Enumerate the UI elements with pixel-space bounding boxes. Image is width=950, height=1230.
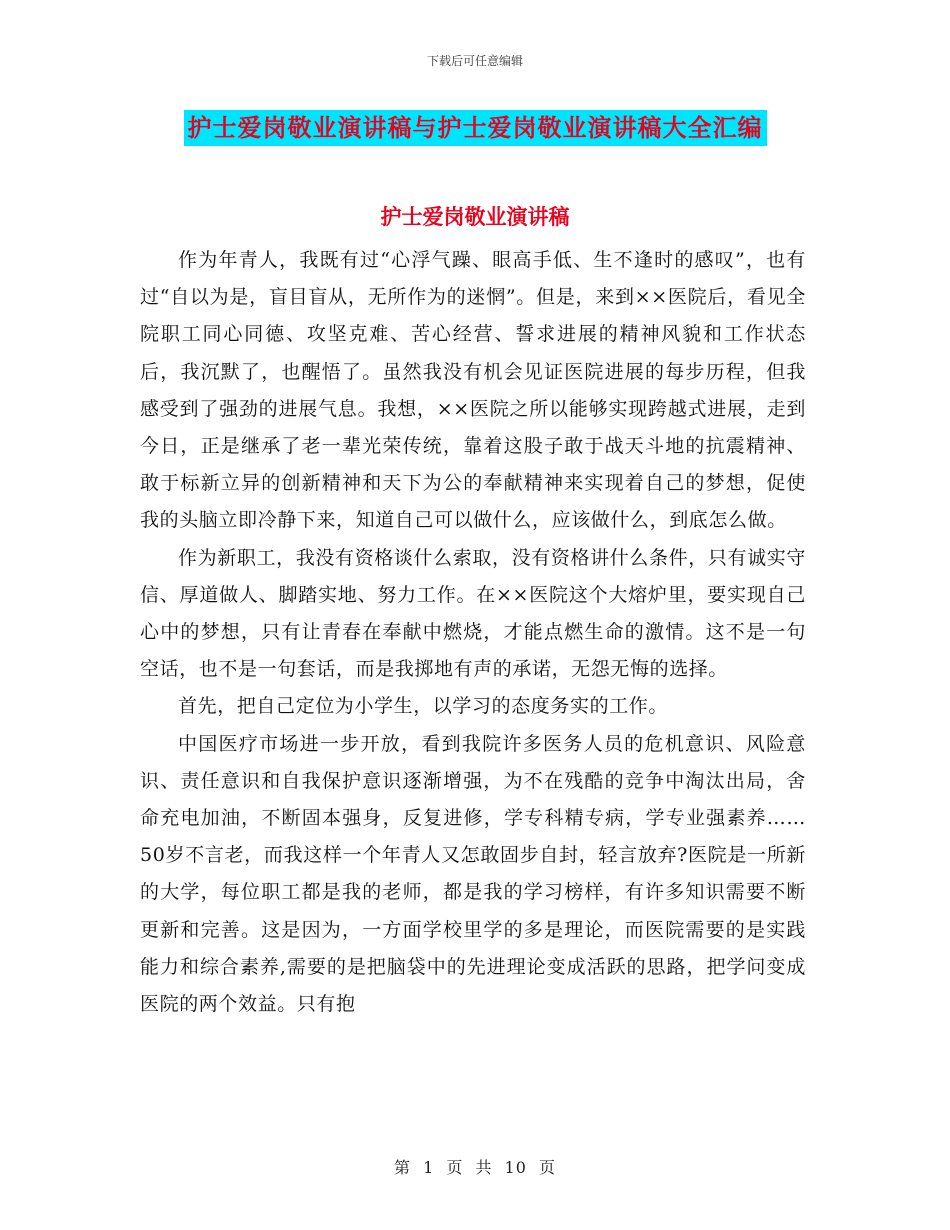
page-header-note: 下载后可任意编辑	[426, 54, 523, 68]
document-title-container	[0, 110, 950, 146]
paragraph: 中国医疗市场进一步开放，看到我院许多医务人员的危机意识、风险意识、责任意识和自我保护意识逐渐增强，为不在残酷的竞争中淘汰出局，舍命充电加油，不断固本强身，反复进修，学专科精专病，学专业强素养……50岁不言老，而我这样一个年青人又怎敢固步自封，轻言放弃?医院是一所新的大学，每位职工都是我的老师，都是我的学习榜样，有许多知识需要不断更新和完善。这是因为，一方面学校里学的多是理论，而医院需要的是实践能力和综合素养,需要的是把脑袋中的先进理论变成活跃的思路，把学问变成医院的两个效益。只有抱	[140, 732, 806, 1016]
document-title: 护士爱岗敬业演讲稿与护士爱岗敬业演讲稿大全汇编	[184, 110, 767, 146]
page-footer-number: 第 1 页 共 10 页	[394, 1158, 556, 1177]
paragraph: 作为年青人，我既有过“心浮气躁、眼高手低、生不逢时的感叹”，也有过“自以为是，盲目盲从，无所作为的迷惘”。但是，来到××医院后，看见全院职工同心同德、攻坚克难、苦心经营、誓求进展的精神风貌和工作状态后，我沉默了，也醒悟了。虽然我没有机会见证医院进展的每步历程，但我感受到了强劲的进展气息。我想，××医院之所以能够实现跨越式进展，走到今日，正是继承了老一辈光荣传统，靠着这股子敢于战天斗地的抗震精神、敢于标新立异的创新精神和天下为公的奉献精神来实现着自己的梦想，促使我的头脑立即冷静下来，知道自己可以做什么，应该做什么，到底怎么做。	[140, 249, 806, 532]
paragraph: 作为新职工，我没有资格谈什么索取，没有资格讲什么条件，只有诚实守信、厚道做人、脚踏实地、努力工作。在××医院这个大熔炉里，要实现自己心中的梦想，只有让青春在奉献中燃烧，才能点燃生命的激情。这不是一句空话，也不是一句套话，而是我掷地有声的承诺，无怨无悔的选择。	[140, 546, 806, 681]
paragraph: 首先，把自己定位为小学生，以学习的态度务实的工作。	[178, 695, 669, 718]
section-title: 护士爱岗敬业演讲稿	[380, 204, 570, 229]
document-body	[140, 242, 806, 1023]
